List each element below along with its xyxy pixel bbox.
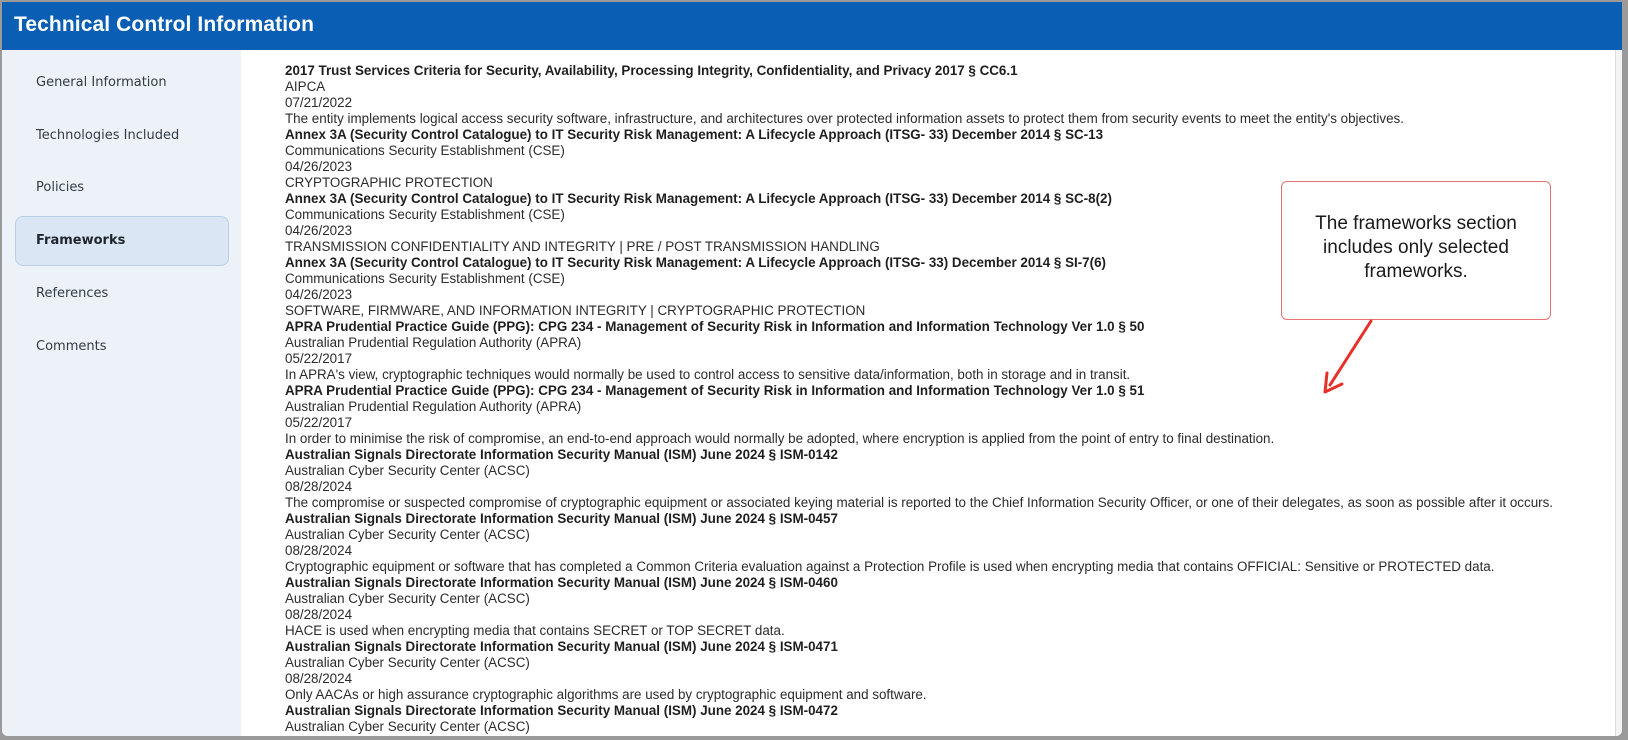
framework-title: Australian Signals Directorate Information Security Manual (ISM) June 2024 § ISM-0457 xyxy=(285,511,838,526)
framework-authority: AIPCA xyxy=(285,79,326,94)
framework-authority: Communications Security Establishment (CSE) xyxy=(285,143,565,158)
nav-item-technologies-included[interactable]: Technologies Included xyxy=(36,128,180,143)
framework-date: 04/26/2023 xyxy=(285,287,353,302)
framework-description: The entity implements logical access security software, infrastructure, and architectures over protected information assets to protect them from security events to meet the entity's objectives. xyxy=(285,111,1404,126)
nav-item-references[interactable]: References xyxy=(36,286,109,301)
framework-description: The compromise or suspected compromise of cryptographic equipment or associated keying material is reported to the Chief Information Security Officer, or one of their delegates, as soon as possible after it occurs. xyxy=(285,495,1554,510)
framework-description: TRANSMISSION CONFIDENTIALITY AND INTEGRITY | PRE / POST TRANSMISSION HANDLING xyxy=(285,239,880,254)
nav-item-policies[interactable]: Policies xyxy=(36,180,85,195)
technical-control-dialog xyxy=(2,2,1622,736)
framework-title: APRA Prudential Practice Guide (PPG): CPG 234 - Management of Security Risk in Information and Information Technology Ver 1.0 § 51 xyxy=(285,383,1145,398)
nav-item-general-information[interactable]: General Information xyxy=(36,75,167,90)
framework-title: Annex 3A (Security Control Catalogue) to IT Security Risk Management: A Lifecycle Approach (ITSG- 33) December 2014 § SC-13 xyxy=(285,127,1104,142)
section-nav xyxy=(2,50,241,736)
nav-item-comments[interactable]: Comments xyxy=(36,339,107,354)
framework-date: 08/28/2024 xyxy=(285,543,353,558)
framework-authority: Australian Prudential Regulation Authority (APRA) xyxy=(285,335,582,350)
framework-authority: Australian Cyber Security Center (ACSC) xyxy=(285,527,530,542)
framework-title: Annex 3A (Security Control Catalogue) to IT Security Risk Management: A Lifecycle Approach (ITSG- 33) December 2014 § SC-8(2) xyxy=(285,191,1112,206)
vertical-scrollbar[interactable] xyxy=(1615,50,1622,736)
framework-description: In APRA's view, cryptographic techniques would normally be used to control access to sensitive data/information, both in storage and in transit. xyxy=(285,367,1131,382)
dialog-title: Technical Control Information xyxy=(14,13,315,36)
framework-description: In order to minimise the risk of compromise, an end-to-end approach would normally be adopted, where encryption is applied from the point of entry to final destination. xyxy=(285,431,1275,446)
framework-authority: Australian Cyber Security Center (ACSC) xyxy=(285,591,530,606)
framework-title: Australian Signals Directorate Information Security Manual (ISM) June 2024 § ISM-0460 xyxy=(285,575,838,590)
framework-title: Australian Signals Directorate Information Security Manual (ISM) June 2024 § ISM-0142 xyxy=(285,447,838,462)
framework-authority: Australian Cyber Security Center (ACSC) xyxy=(285,719,530,734)
framework-description: SOFTWARE, FIRMWARE, AND INFORMATION INTEGRITY | CRYPTOGRAPHIC PROTECTION xyxy=(285,303,866,318)
framework-description: Cryptographic equipment or software that has completed a Common Criteria evaluation against a Protection Profile is used when encrypting media that contains OFFICIAL: Sensitive or PROTECTED data. xyxy=(285,559,1495,574)
framework-title: APRA Prudential Practice Guide (PPG): CPG 234 - Management of Security Risk in Information and Information Technology Ver 1.0 § 50 xyxy=(285,319,1145,334)
annotation-callout xyxy=(1281,181,1551,320)
framework-date: 04/26/2023 xyxy=(285,159,353,174)
nav-item-frameworks[interactable]: Frameworks xyxy=(15,216,229,266)
framework-date: 08/28/2024 xyxy=(285,607,353,622)
framework-description: HACE is used when encrypting media that contains SECRET or TOP SECRET data. xyxy=(285,623,785,638)
dialog-header xyxy=(2,2,1622,50)
framework-authority: Communications Security Establishment (CSE) xyxy=(285,207,565,222)
framework-date: 05/22/2017 xyxy=(285,351,353,366)
annotation-text: The frameworks section includes only selected frameworks. xyxy=(1315,213,1517,282)
framework-title: Australian Signals Directorate Information Security Manual (ISM) June 2024 § ISM-0472 xyxy=(285,703,838,718)
framework-authority: Communications Security Establishment (CSE) xyxy=(285,271,565,286)
framework-authority: Australian Cyber Security Center (ACSC) xyxy=(285,463,530,478)
framework-title: Australian Signals Directorate Information Security Manual (ISM) June 2024 § ISM-0471 xyxy=(285,639,838,654)
framework-date: 07/21/2022 xyxy=(285,95,353,110)
framework-authority: Australian Cyber Security Center (ACSC) xyxy=(285,655,530,670)
framework-description: Only AACAs or high assurance cryptographic algorithms are used by cryptographic equipment and software. xyxy=(285,687,927,702)
framework-date: 08/28/2024 xyxy=(285,479,353,494)
framework-date: 04/26/2023 xyxy=(285,223,353,238)
framework-authority: Australian Prudential Regulation Authority (APRA) xyxy=(285,399,582,414)
framework-date: 08/28/2024 xyxy=(285,671,353,686)
framework-date: 05/22/2017 xyxy=(285,415,353,430)
framework-title: Annex 3A (Security Control Catalogue) to IT Security Risk Management: A Lifecycle Approach (ITSG- 33) December 2014 § SI-7(6) xyxy=(285,255,1106,270)
frameworks-list xyxy=(285,63,1605,735)
framework-title: 2017 Trust Services Criteria for Security, Availability, Processing Integrity, Confidentiality, and Privacy 2017 § CC6.1 xyxy=(285,63,1018,78)
framework-description: CRYPTOGRAPHIC PROTECTION xyxy=(285,175,493,190)
